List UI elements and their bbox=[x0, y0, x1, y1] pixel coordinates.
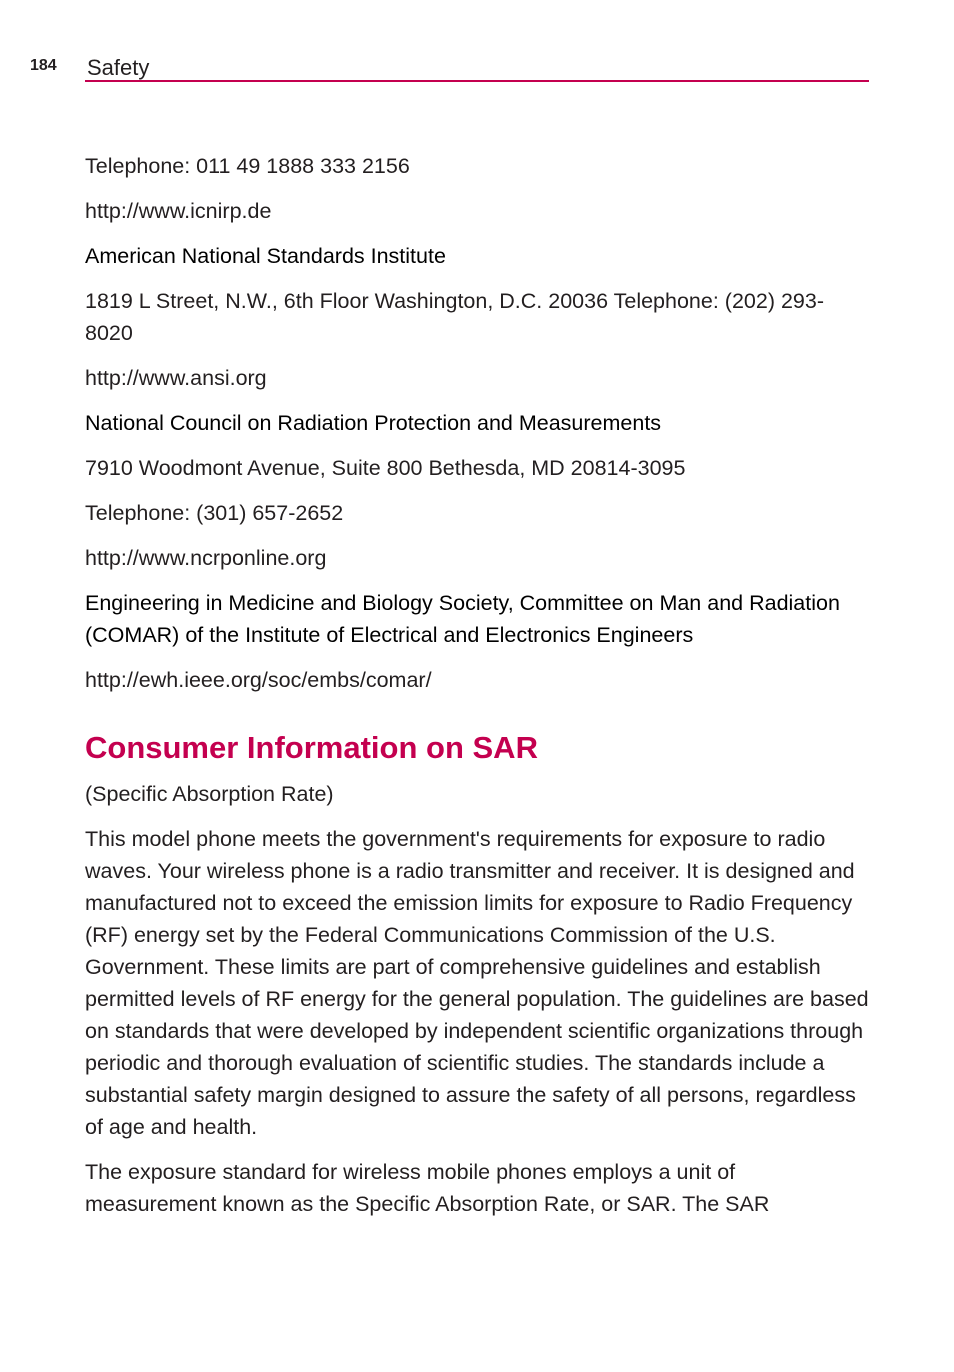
ansi-name: American National Standards Institute bbox=[85, 244, 446, 268]
sar-subtitle: (Specific Absorption Rate) bbox=[85, 782, 334, 806]
ncrp-telephone: Telephone: (301) 657-2652 bbox=[85, 501, 344, 525]
ansi-url[interactable]: http://www.ansi.org bbox=[85, 366, 267, 390]
sar-section-title: Consumer Information on SAR bbox=[85, 730, 538, 765]
ncrp-address: 7910 Woodmont Avenue, Suite 800 Bethesda, MD 20814-3095 bbox=[85, 456, 686, 480]
page-content bbox=[85, 150, 870, 1233]
header-rule bbox=[85, 80, 869, 82]
icnirp-telephone: Telephone: 011 49 1888 333 2156 bbox=[85, 154, 410, 178]
ncrp-name: National Council on Radiation Protection and Measurements bbox=[85, 411, 662, 435]
sar-paragraph-1: This model phone meets the government's requirements for exposure to radio waves. Your wireless phone is a radio transmitter and receiver. It is designed and manufactured not to exceed the emission limits for exposure to Radio Frequency (RF) energy set by the Federal Communications Commission of the U.S. Government. These limits are part of comprehensive guidelines and establish permitted levels of RF energy for the general population. The guidelines are based on standards that were developed by independent scientific organizations through periodic and thorough evaluation of scientific studies. The standards include a substantial safety margin designed to assure the safety of all persons, regardless of age and health. bbox=[85, 827, 869, 1139]
page-number: 184 bbox=[30, 57, 57, 74]
icnirp-url[interactable]: http://www.icnirp.de bbox=[85, 199, 272, 223]
ansi-address: 1819 L Street, N.W., 6th Floor Washington, D.C. 20036 Telephone: (202) 293-8020 bbox=[85, 289, 824, 345]
embs-name: Engineering in Medicine and Biology Society, Committee on Man and Radiation (COMAR) of the Institute of Electrical and Electronics Engineers bbox=[85, 591, 840, 647]
section-label: Safety bbox=[87, 55, 150, 80]
comar-url[interactable]: http://ewh.ieee.org/soc/embs/comar/ bbox=[85, 668, 432, 692]
sar-paragraph-2: The exposure standard for wireless mobile phones employs a unit of measurement known as the Specific Absorption Rate, or SAR. The SAR bbox=[85, 1160, 770, 1216]
ncrp-url[interactable]: http://www.ncrponline.org bbox=[85, 546, 327, 570]
